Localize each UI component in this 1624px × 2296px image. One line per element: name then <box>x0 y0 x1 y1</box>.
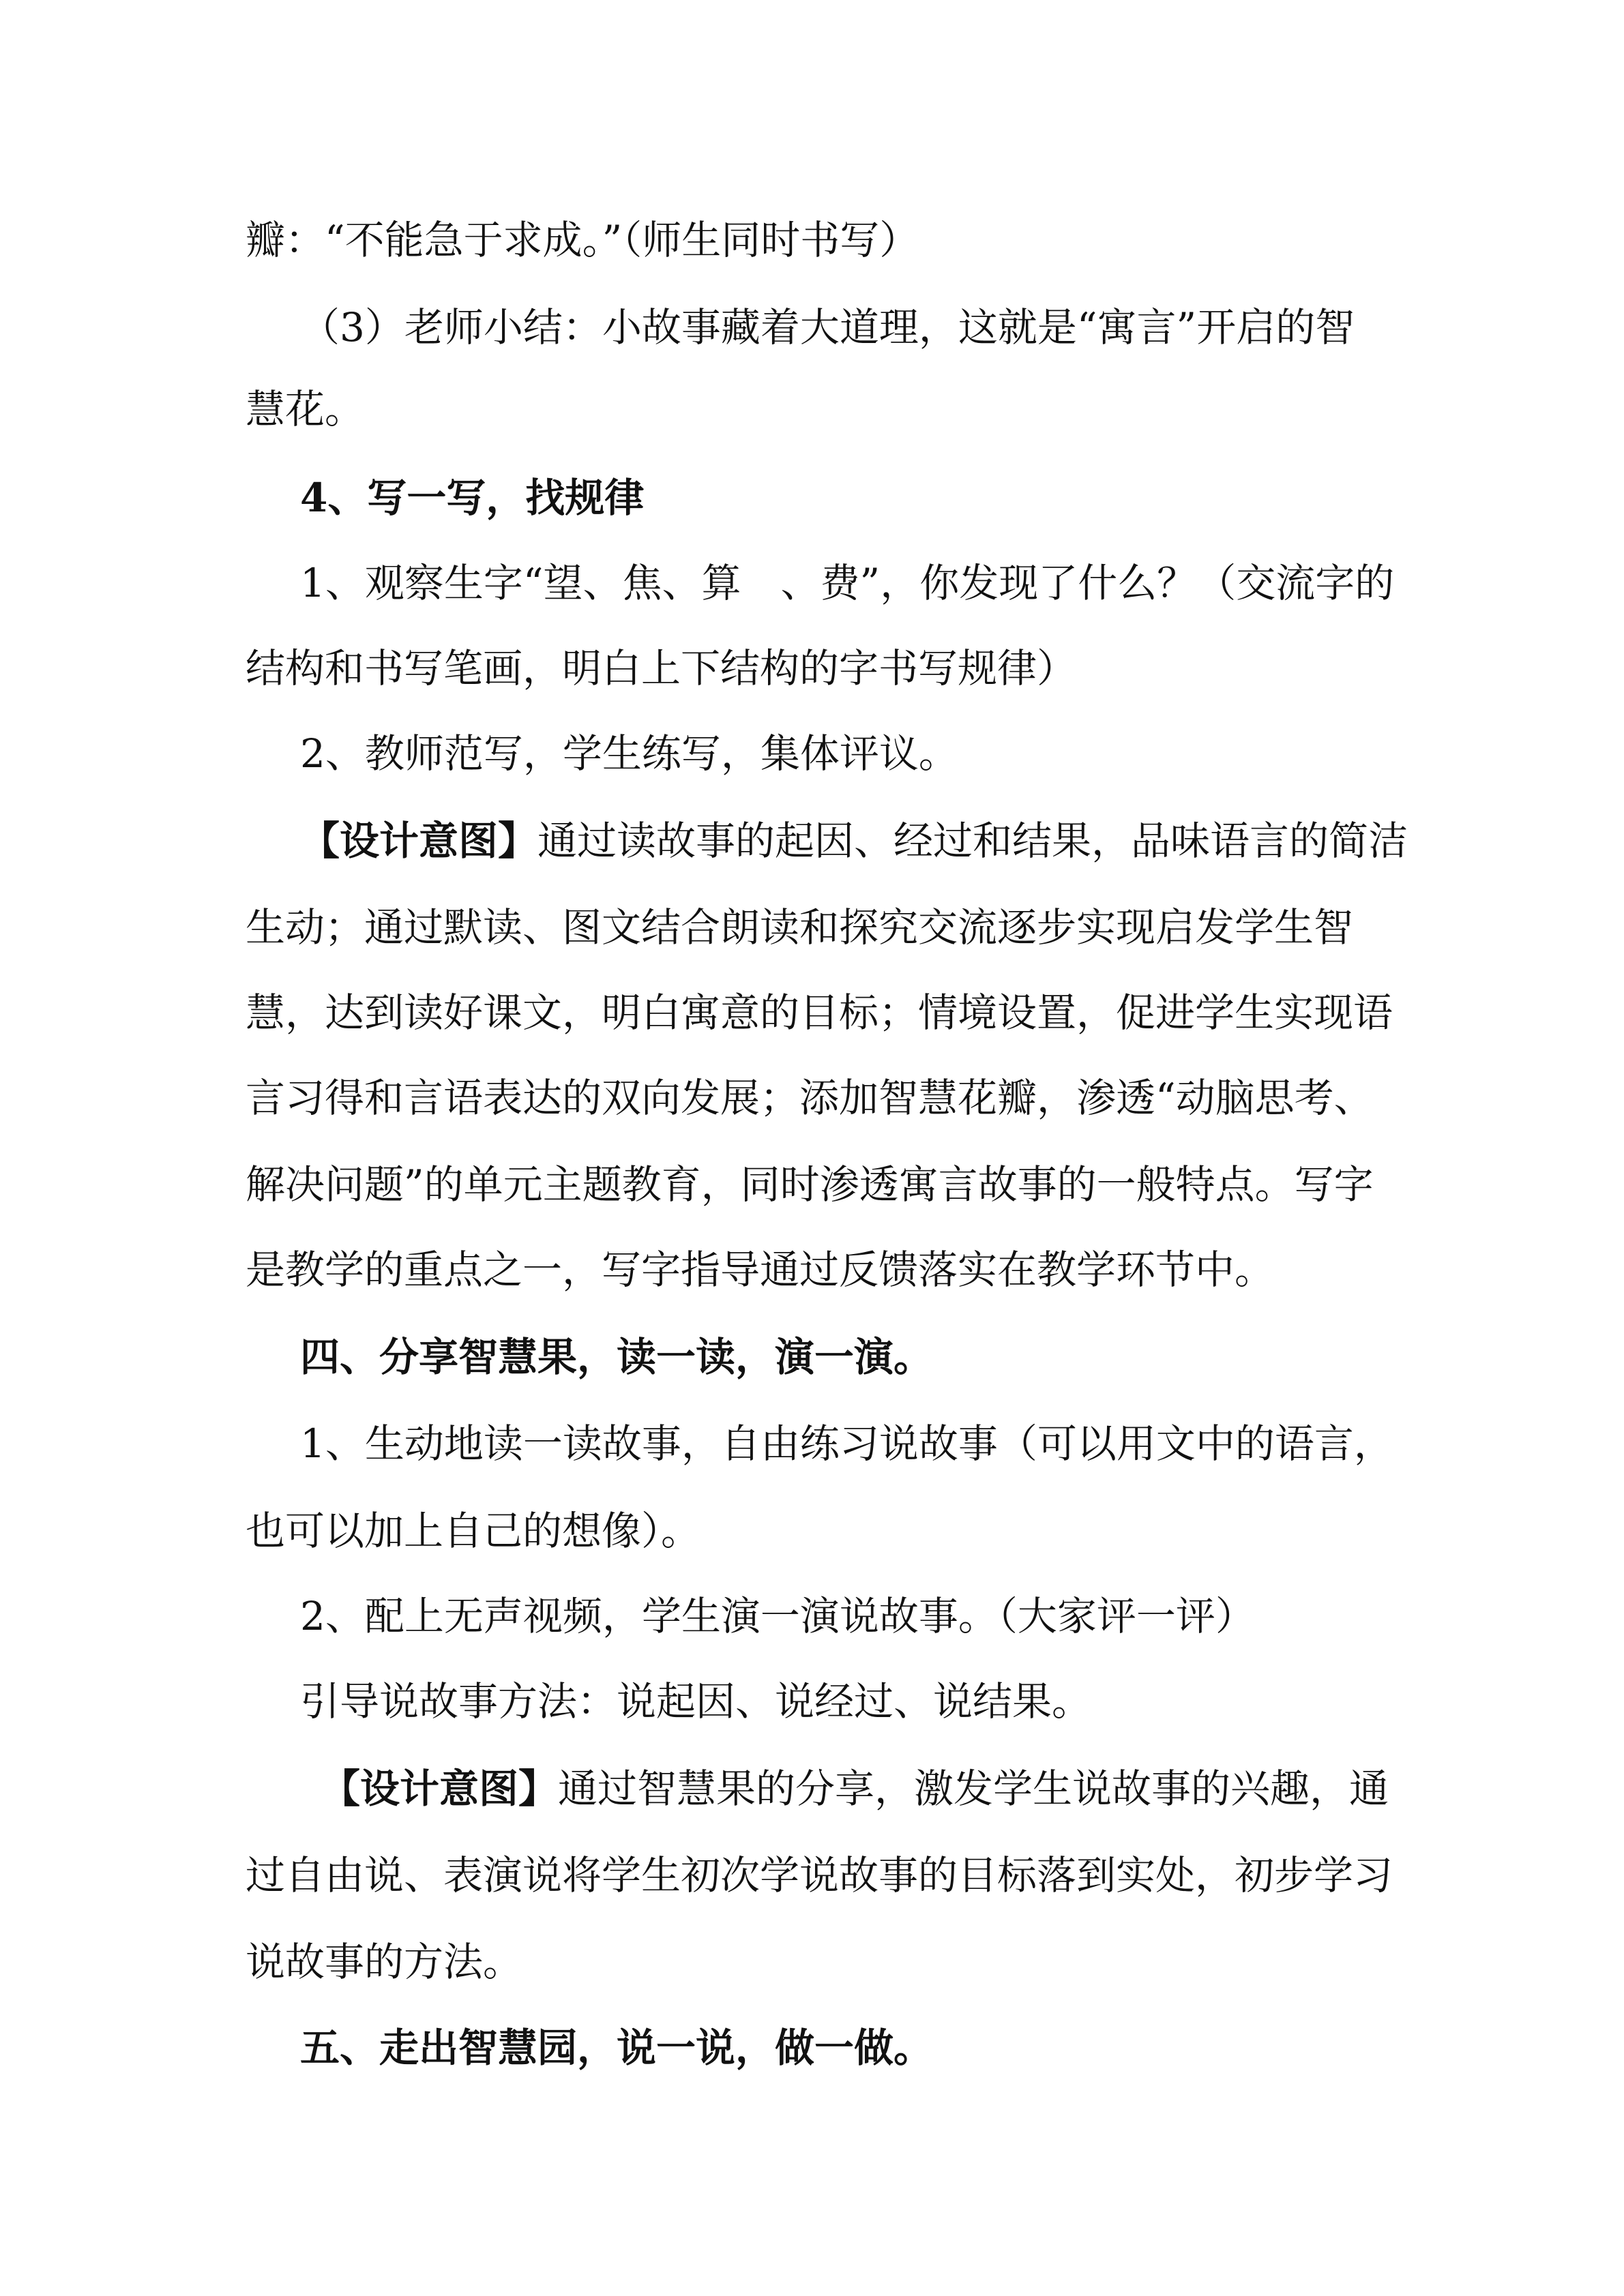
text-line: 解决问题”的单元主题教育，同时渗透寓言故事的一般特点。写字 <box>246 1161 1374 1208</box>
text-line: 说故事的方法。 <box>246 1939 523 1985</box>
text-line: 生动；通过默读、图文结合朗读和探究交流逐步实现启发学生智 <box>246 904 1354 951</box>
text-line: 瓣：“不能急于求成。”（师生同时书写） <box>246 217 919 263</box>
text-line: 2、教师范写，学生练写，集体评议。 <box>300 730 958 777</box>
text-line: 也可以加上自己的想像）。 <box>246 1508 701 1554</box>
text-span: 通过智慧果的分享，激发学生说故事的兴趣，通 <box>558 1765 1389 1812</box>
design-intent-line <box>321 1761 1389 1816</box>
text-line: （3）老师小结：小故事藏着大道理，这就是“寓言”开启的智 <box>300 304 1355 351</box>
design-intent-tag: 【设计意图】 <box>300 818 538 864</box>
section-heading: 五、走出智慧园，说一说，做一做。 <box>300 2025 934 2071</box>
section-heading: 4、写一写，找规律 <box>300 475 645 521</box>
design-intent-line <box>300 814 1408 868</box>
section-heading: 四、分享智慧果，读一读，演一演。 <box>300 1334 934 1380</box>
text-line: 言习得和言语表达的双向发展；添加智慧花瓣，渗透“动脑思考、 <box>246 1075 1374 1121</box>
text-span: 通过读故事的起因、经过和结果，品味语言的简洁 <box>537 818 1408 864</box>
text-line: 1、生动地读一读故事，自由练习说故事（可以用文中的语言， <box>300 1420 1393 1467</box>
text-line: 慧花。 <box>246 386 365 432</box>
design-intent-tag: 【设计意图】 <box>321 1765 559 1812</box>
text-line: 结构和书写笔画，明白上下结构的字书写规律） <box>246 645 1077 691</box>
text-line: 1、观察生字“望、焦、算 、费”，你发现了什么？（交流字的 <box>300 560 1395 606</box>
text-line: 2、配上无声视频，学生演一演说故事。（大家评一评） <box>300 1593 1255 1639</box>
text-line: 引导说故事方法：说起因、说经过、说结果。 <box>300 1678 1092 1725</box>
text-line: 是教学的重点之一，写字指导通过反馈落实在教学环节中。 <box>246 1247 1275 1293</box>
text-line: 慧，达到读好课文，明白寓意的目标；情境设置，促进学生实现语 <box>246 989 1393 1036</box>
text-line: 过自由说、表演说将学生初次学说故事的目标落到实处，初步学习 <box>246 1852 1393 1898</box>
